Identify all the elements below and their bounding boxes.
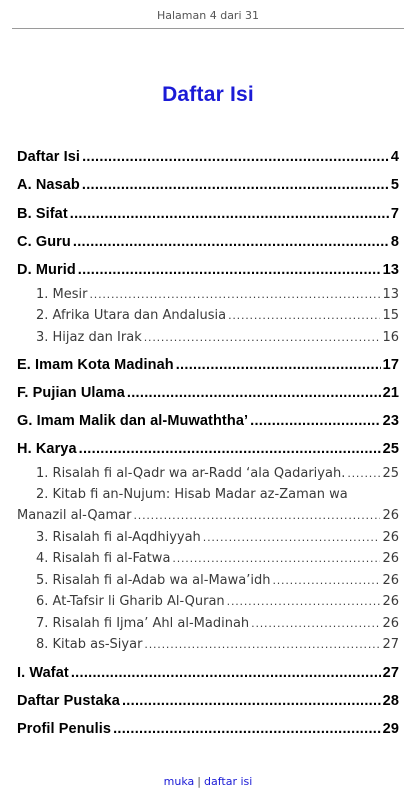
toc-entry[interactable] — [17, 665, 399, 681]
toc-page-number: 26 — [382, 573, 399, 588]
toc-page-number: 26 — [382, 594, 399, 609]
toc-entry[interactable] — [17, 177, 399, 193]
toc-leader-dots — [82, 177, 389, 193]
toc-leader-dots — [144, 330, 381, 345]
toc-entry-label: 4. Risalah fi al-Fatwa — [36, 551, 171, 566]
toc-page-number: 26 — [382, 551, 399, 566]
toc-leader-dots — [176, 357, 381, 373]
toc-entry-label: 1. Mesir — [36, 287, 88, 302]
toc-entry[interactable] — [17, 693, 399, 709]
toc-leader-dots — [71, 665, 381, 681]
toc-leader-dots — [127, 385, 381, 401]
toc-page-number: 7 — [390, 206, 399, 222]
toc-leader-dots — [228, 308, 380, 323]
toc-entry-label: Manazil al-Qamar — [17, 508, 132, 523]
toc-entry-label: Profil Penulis — [17, 721, 112, 737]
toc-leader-dots — [89, 287, 380, 302]
toc-entry-label: G. Imam Malik dan al-Muwaththa’ — [17, 413, 249, 429]
toc-entry-label: 2. Kitab fi an-Nujum: Hisab Madar az-Zaman wa — [36, 487, 348, 502]
toc-page-number: 27 — [382, 637, 399, 652]
toc-entry-label: 7. Risalah fi Ijma’ Ahl al-Madinah — [36, 616, 250, 631]
footer-separator: | — [197, 775, 201, 788]
toc-leader-dots — [172, 551, 380, 566]
toc-page-number: 13 — [382, 287, 399, 302]
page-header: Halaman 4 dari 31 — [156, 9, 260, 22]
toc-page-number: 23 — [382, 413, 399, 429]
toc-entry-label: 3. Hijaz dan Irak — [36, 330, 142, 345]
toc-subentry[interactable] — [17, 616, 399, 631]
toc-subentry[interactable] — [17, 508, 399, 523]
toc-leader-dots — [347, 466, 380, 481]
toc-entry[interactable] — [17, 149, 399, 165]
toc-page-number: 29 — [382, 721, 399, 737]
page-footer — [0, 775, 416, 788]
toc-entry-label: A. Nasab — [17, 177, 80, 193]
toc-subentry[interactable] — [17, 530, 399, 545]
toc-entry-label: 3. Risalah fi al-Aqdhiyyah — [36, 530, 201, 545]
toc-entry-label: 2. Afrika Utara dan Andalusia — [36, 308, 227, 323]
toc-entry-label: I. Wafat — [17, 665, 69, 681]
toc-subentry[interactable] — [17, 594, 399, 609]
toc-page-number: 26 — [382, 508, 399, 523]
toc-leader-dots — [227, 594, 381, 609]
toc-leader-dots — [272, 573, 380, 588]
toc-leader-dots — [134, 508, 381, 523]
toc-page-number: 25 — [382, 441, 399, 457]
toc-leader-dots — [70, 206, 389, 222]
toc-leader-dots — [79, 441, 381, 457]
toc-entry-label: H. Karya — [17, 441, 77, 457]
toc-leader-dots — [122, 693, 381, 709]
toc-entry[interactable] — [17, 441, 399, 457]
toc-page-number: 5 — [390, 177, 399, 193]
toc-page-number: 15 — [382, 308, 399, 323]
toc-entry[interactable] — [17, 357, 399, 373]
toc-entry[interactable] — [17, 721, 399, 737]
toc-page-number: 8 — [390, 234, 399, 250]
toc-leader-dots — [113, 721, 381, 737]
toc-subentry[interactable] — [17, 637, 399, 652]
toc-page-number: 21 — [382, 385, 399, 401]
toc-entry-label: 6. At-Tafsir li Gharib Al-Quran — [36, 594, 225, 609]
toc-subentry[interactable] — [17, 308, 399, 323]
toc-page-number: 28 — [382, 693, 399, 709]
toc-leader-dots — [250, 413, 381, 429]
toc-subentry[interactable] — [17, 466, 399, 481]
toc-link[interactable]: daftar isi — [204, 775, 253, 788]
toc-entry-label: 5. Risalah fi al-Adab wa al-Mawa’idh — [36, 573, 271, 588]
toc-entry[interactable] — [17, 206, 399, 222]
toc-leader-dots — [82, 149, 389, 165]
toc-page-number: 16 — [382, 330, 399, 345]
toc-page-number: 27 — [382, 665, 399, 681]
toc-entry-label: 1. Risalah fi al-Qadr wa ar-Radd ‘ala Qadariyah. — [36, 466, 346, 481]
toc-entry-label: C. Guru — [17, 234, 71, 250]
toc-entry-label: F. Pujian Ulama — [17, 385, 125, 401]
toc-page-number: 4 — [390, 149, 399, 165]
toc-leader-dots — [251, 616, 380, 631]
toc-leader-dots — [73, 234, 389, 250]
toc-page-number: 13 — [382, 262, 399, 278]
toc-entry-label: 8. Kitab as-Siyar — [36, 637, 143, 652]
toc-leader-dots — [144, 637, 380, 652]
toc-leader-dots — [78, 262, 381, 278]
toc-entry[interactable] — [17, 385, 399, 401]
toc-entry-label: Daftar Isi — [17, 149, 81, 165]
home-link[interactable]: muka — [163, 775, 195, 788]
toc-page-number: 26 — [382, 530, 399, 545]
toc-entry-label: Daftar Pustaka — [17, 693, 120, 709]
header-divider — [12, 28, 404, 29]
toc-entry[interactable] — [17, 234, 399, 250]
toc-subentry[interactable] — [17, 551, 399, 566]
toc-entry[interactable] — [17, 413, 399, 429]
toc-entry-label: D. Murid — [17, 262, 76, 278]
toc-subentry[interactable] — [17, 330, 399, 345]
page-title: Daftar Isi — [162, 83, 254, 106]
toc-entry-label: E. Imam Kota Madinah — [17, 357, 174, 373]
toc-subentry[interactable] — [17, 573, 399, 588]
toc-page-number: 26 — [382, 616, 399, 631]
toc-page-number: 25 — [382, 466, 399, 481]
toc-subentry[interactable] — [17, 487, 399, 502]
toc-entry-label: B. Sifat — [17, 206, 68, 222]
toc-leader-dots — [203, 530, 381, 545]
toc-entry[interactable] — [17, 262, 399, 278]
toc-page-number: 17 — [382, 357, 399, 373]
toc-subentry[interactable] — [17, 287, 399, 302]
